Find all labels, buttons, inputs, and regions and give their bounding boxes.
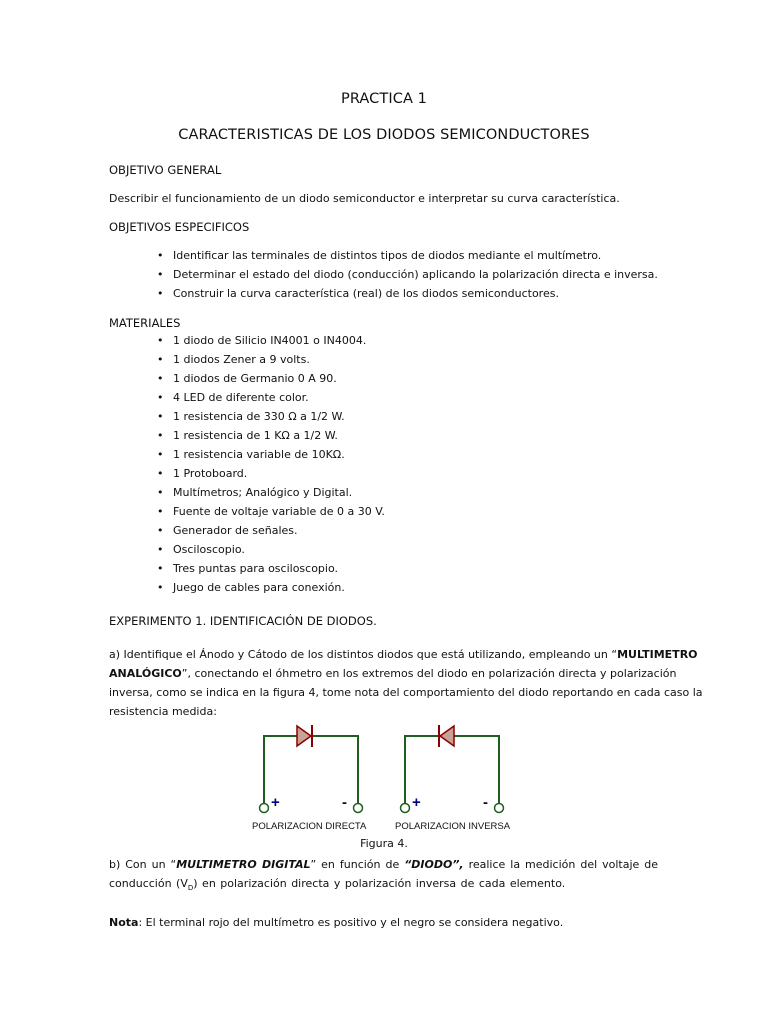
list-item-text: Determinar el estado del diodo (conducción) aplicando la polarización directa e inversa. (173, 268, 658, 281)
para-b-bold-italic: MULTIMETRO DIGITAL (176, 858, 311, 871)
plus-sign: + (271, 794, 280, 811)
bullet-icon: • (157, 581, 164, 594)
list-item-text: Multímetros; Analógico y Digital. (173, 486, 353, 499)
terminal-minus (495, 804, 504, 813)
plus-sign: + (412, 794, 421, 811)
objective-text: Describir el funcionamiento de un diodo semiconductor e interpretar su curva característica. (109, 192, 620, 205)
list-item-text: 4 LED de diferente color. (173, 391, 309, 404)
terminal-minus (354, 804, 363, 813)
label-direct: POLARIZACION DIRECTA (252, 821, 367, 832)
para-b-text: conducción (V (109, 877, 188, 890)
para-a-text: ”, conectando el óhmetro en los extremos del diodo en polarización directa y polarización (181, 667, 677, 680)
list-item-text: 1 Protoboard. (173, 467, 248, 480)
bullet-icon: • (157, 391, 164, 404)
label-reverse: POLARIZACION INVERSA (395, 821, 511, 832)
list-item-text: Fuente de voltaje variable de 0 a 30 V. (173, 505, 385, 518)
list-item-text: Osciloscopio. (173, 543, 245, 556)
figure-4-circuit (240, 722, 530, 837)
para-a-bold: ANALÓGICO (109, 667, 182, 680)
diode-symbol (440, 726, 454, 746)
specific-heading: OBJETIVOS ESPECIFICOS (109, 220, 250, 234)
para-a-line-1 (109, 648, 698, 661)
note (109, 916, 563, 929)
page-subtitle: CARACTERISTICAS DE LOS DIODOS SEMICONDUCTORES (178, 127, 590, 143)
para-a-line-4: resistencia medida: (109, 705, 217, 718)
bullet-icon: • (157, 287, 164, 300)
minus-sign: - (483, 794, 488, 811)
list-item-text: Tres puntas para osciloscopio. (173, 562, 338, 575)
para-a-line-3: inversa, como se indica en la figura 4, tome nota del comportamiento del diodo reportando en cada caso la (109, 686, 703, 699)
list-item-text: 1 resistencia variable de 10KΩ. (173, 448, 345, 461)
diode-symbol (297, 726, 311, 746)
list-item-text: Juego de cables para conexión. (173, 581, 345, 594)
list-item-text: 1 diodo de Silicio IN4001 o IN4004. (173, 334, 367, 347)
objective-heading: OBJETIVO GENERAL (109, 163, 222, 177)
bullet-icon: • (157, 410, 164, 423)
para-b-text: realice la medición del voltaje de (463, 858, 659, 871)
para-b-line-1 (109, 858, 658, 871)
bullet-icon: • (157, 268, 164, 281)
bullet-icon: • (157, 249, 164, 262)
para-b-line-2 (109, 877, 565, 892)
bullet-icon: • (157, 353, 164, 366)
para-b-bold-italic: “DIODO”, (404, 858, 464, 871)
figure-caption: Figura 4. (360, 837, 408, 850)
para-b-text: b) Con un “ (109, 858, 177, 871)
list-item-text: Generador de señales. (173, 524, 298, 537)
bullet-icon: • (157, 429, 164, 442)
bullet-icon: • (157, 562, 164, 575)
list-item-text: Construir la curva característica (real) de los diodos semiconductores. (173, 287, 559, 300)
bullet-icon: • (157, 334, 164, 347)
para-a-text: a) Identifique el Ánodo y Cátodo de los distintos diodos que está utilizando, empleando un “ (109, 648, 618, 661)
list-item-text: 1 resistencia de 330 Ω a 1/2 W. (173, 410, 345, 423)
terminal-plus (401, 804, 410, 813)
bullet-icon: • (157, 543, 164, 556)
list-item-text: 1 diodos de Germanio 0 A 90. (173, 372, 337, 385)
note-text: : El terminal rojo del multímetro es positivo y el negro se considera negativo. (138, 916, 564, 929)
minus-sign: - (342, 794, 347, 811)
note-label: Nota (109, 916, 139, 929)
experiment-heading: EXPERIMENTO 1. IDENTIFICACIÓN DE DIODOS. (109, 614, 377, 628)
terminal-plus (260, 804, 269, 813)
bullet-icon: • (157, 524, 164, 537)
reverse-polarization-circuit (401, 725, 504, 813)
materials-heading: MATERIALES (109, 316, 181, 330)
bullet-icon: • (157, 448, 164, 461)
para-a-line-2 (109, 667, 677, 680)
bullet-icon: • (157, 467, 164, 480)
list-item-text: 1 resistencia de 1 KΩ a 1/2 W. (173, 429, 338, 442)
para-b-text: ) en polarización directa y polarización inversa de cada elemento. (193, 877, 566, 890)
direct-polarization-circuit (260, 725, 363, 813)
para-b-text: ” en función de (310, 858, 405, 871)
subscript-d: D (187, 884, 194, 893)
list-item-text: 1 diodos Zener a 9 volts. (173, 353, 310, 366)
para-a-bold: MULTIMETRO (617, 648, 698, 661)
bullet-icon: • (157, 505, 164, 518)
bullet-icon: • (157, 372, 164, 385)
page-title: PRACTICA 1 (340, 91, 428, 107)
list-item-text: Identificar las terminales de distintos tipos de diodos mediante el multímetro. (173, 249, 602, 262)
bullet-icon: • (157, 486, 164, 499)
